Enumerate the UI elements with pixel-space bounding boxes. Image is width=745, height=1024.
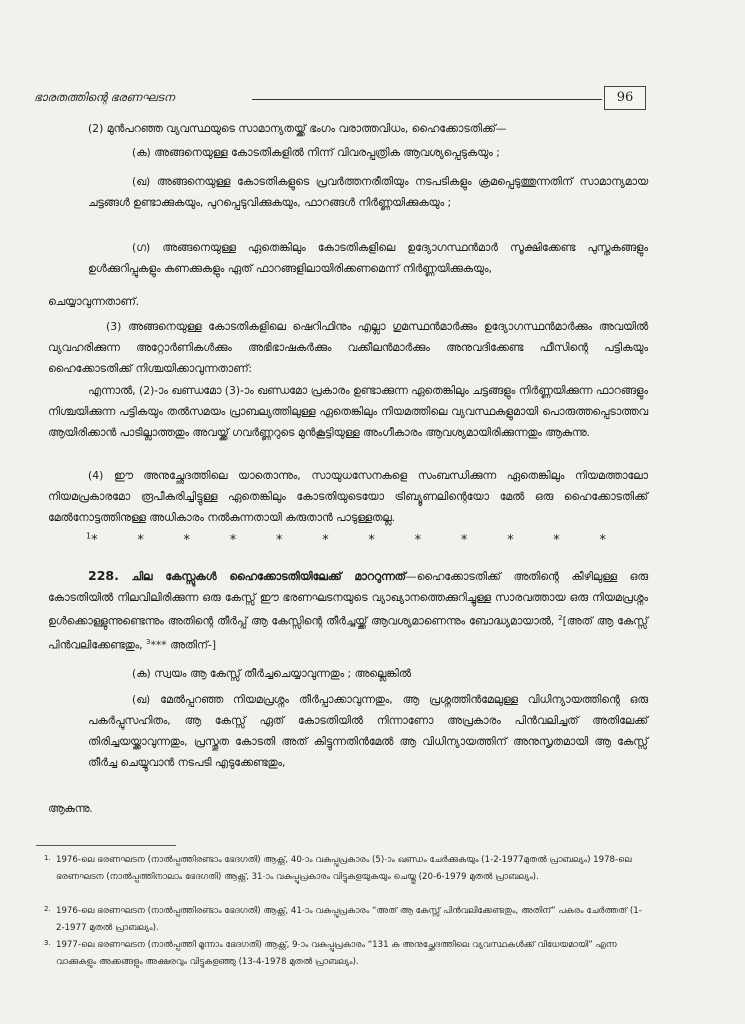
clause-2-kh: (ഖ) അങ്ങനെയുള്ള കോടതികളുടെ പ്രവർത്തനരീതിയും നടപടികളും ക്രമപ്പെടുത്തുന്നതിന് സാമാന്യമായ ചട്ടങ്ങൾ ഉണ്ടാക്കുകയും, പുറപ്പെടുവിക്കുകയും, ഫാറങ്ങൾ നിർണ്ണയിക്കുകയും ; bbox=[88, 175, 648, 209]
footnote-text: 1976-ലെ ഭരണഘടന (നാൽപ്പത്തിരണ്ടാം ഭേദഗതി) ആക്റ്റ്, 40-ാം വകുപ്പുപ്രകാരം (5)-ാം ഖണ്ഡം ചേർക്കുകയും (1-2-1977മുതൽ പ്രാബല്യം) 1978-ലെ ഭരണഘടന (നാൽപ്പത്തിനാലാം ഭേദഗതി) ആക്റ്റ്, 31-ാം വകുപ്പുപ്രകാരം വിട്ടുകളയുകയും ചെയ്തു (20-6-1979 മുതൽ പ്രാബല്യം). bbox=[56, 855, 632, 882]
running-title: ഭാരതത്തിന്റെ ഭരണഘടന bbox=[34, 90, 175, 104]
footnote-marker: 2. bbox=[44, 905, 51, 913]
clause-3: (3) അങ്ങനെയുള്ള കോടതികളിലെ ഷെറിഫിനും എല്ലാ ഗുമസ്ഥൻമാർക്കും ഉദ്യോഗസ്ഥൻമാർക്കും അവയിൽ വ്യവഹരിക്കുന്ന അറ്റോർണികൾക്കും അഭിഭാഷകർക്കും വക്കീലൻമാർക്കും അനുവദിക്കേണ്ട ഫീസിന്റെ പട്ടികയും ഹൈക്കോടതിക്ക് നിശ്ചയിക്കാവുന്നതാണ്: bbox=[48, 320, 648, 375]
footnote-3-marker: 3 bbox=[145, 637, 151, 646]
footnote-2 bbox=[44, 903, 646, 937]
star: * bbox=[368, 533, 375, 548]
star: * bbox=[229, 533, 237, 548]
star: $^1$* bbox=[86, 531, 98, 548]
page-number: 96 bbox=[604, 86, 646, 110]
footnote-text: 1977-ലെ ഭരണഘടന (നാൽപ്പത്തി മൂന്നാം ഭേദഗതി) ആക്റ്റ്, 9-ാം വകുപ്പുപ്രകാരം “131 ക അനുച്ഛേദത്തിലെ വ്യവസ്ഥകൾക്ക് വിധേയമായി” എന്ന വാക്കുകളും അക്കങ്ങളും അക്ഷരവും വിട്ടുകളഞ്ഞു (13-4-1978 മുതൽ പ്രാബല്യം). bbox=[56, 940, 617, 967]
amended-text-end: അതിന്-] bbox=[170, 638, 217, 652]
clause-2-close: ചെയ്യാവുന്നതാണ്. bbox=[48, 295, 140, 308]
footnote-3 bbox=[44, 937, 646, 971]
star: * bbox=[322, 533, 329, 548]
section-228-k: (ക) സ്വയം ആ കേസ്സ് തീർച്ചചെയ്യാവുന്നതും ; അല്ലെങ്കിൽ bbox=[132, 667, 411, 680]
star: * bbox=[553, 533, 560, 548]
header-rule bbox=[252, 99, 602, 100]
footnote-rule bbox=[36, 845, 176, 846]
section-body: —ഹൈക്കോടതിക്ക് അതിന്റെ കീഴിലുള്ള ഒരു കോടതിയിൽ നിലവിലിരിക്കുന്ന ഒരു കേസ്സ് ഈ ഭരണഘടനയുടെ വ്യാഖ്യാനത്തെക്കുറിച്ചുള്ള സാരവത്തായ ഒരു നിയമപ്രശ്നം ഉൾക്കൊള്ളുന്നുണ്ടെന്നും അതിന്റെ തീർപ്പ് ആ കേസ്സിന്റെ തീർച്ചയ്ക്ക് ആവശ്യമാണെന്നും ബോദ്ധ്യമായാൽ, bbox=[48, 570, 648, 628]
section-number: 228. bbox=[88, 568, 119, 583]
clause-3-proviso: എന്നാൽ, (2)-ാം ഖണ്ഡമോ (3)-ാം ഖണ്ഡമോ പ്രകാരം ഉണ്ടാക്കുന്ന ഏതെങ്കിലും ചട്ടങ്ങളും നിർണ്ണയിക്കുന്ന ഫാറങ്ങളും നിശ്ചയിക്കുന്ന പട്ടികയും തൽസമയം പ്രാബല്യത്തിലുള്ള ഏതെങ്കിലും നിയമത്തിലെ വ്യവസ്ഥകളുമായി പൊരുത്തപ്പെടാത്തവ ആയിരിക്കാൻ പാടില്ലാത്തതും അവയ്ക്ക് ഗവർണ്ണറുടെ മുൻകൂട്ടിയുള്ള അംഗീകാരം ആവശ്യമായിരിക്കുന്നതും ആകുന്നു. bbox=[48, 384, 648, 439]
clause-2-intro: (2) മുൻപറഞ്ഞ വ്യവസ്ഥയുടെ സാമാന്യതയ്ക്ക് ഭംഗം വരാത്തവിധം, ഹൈക്കോടതിക്ക്— bbox=[88, 122, 507, 135]
page-header bbox=[34, 86, 646, 112]
clause-2-g: (ഗ) അങ്ങനെയുള്ള ഏതെങ്കിലും കോടതികളിലെ ഉദ്യോഗസ്ഥൻമാർ സൂക്ഷിക്കേണ്ട പുസ്തകങ്ങളും ഉൾക്കുറിപ്പുകളും കണക്കുകളും ഏത് ഫാറങ്ങളിലായിരിക്കണമെന്ന് നിർണ്ണയിക്കുകയും, bbox=[88, 241, 648, 275]
star: * bbox=[599, 533, 606, 548]
star: * bbox=[460, 533, 468, 548]
star: * bbox=[275, 533, 283, 548]
footnote-2-marker: 2 bbox=[558, 614, 563, 622]
section-heading: ചില കേസ്സുകൾ ഹൈക്കോടതിയിലേക്ക് മാററുന്നത് bbox=[131, 570, 406, 583]
section-228 bbox=[48, 565, 648, 655]
footnote-text: 1976-ലെ ഭരണഘടന (നാൽപ്പത്തിരണ്ടാം ഭേദഗതി) ആക്റ്റ്, 41-ാം വകുപ്പുപ്രകാരം “അത് ആ കേസ്സ് പിൻവലിക്കേണ്ടതും, അതിന്” പകരം ചേർത്തത് (1-2-1977 മുതൽ പ്രാബല്യം). bbox=[56, 906, 642, 933]
section-228-kh: (ഖ) മേൽപ്പറഞ്ഞ നിയമപ്രശ്നം തീർപ്പാക്കാവുന്നതും, ആ പ്രശ്നത്തിൻമേലുള്ള വിധിന്യായത്തിന്റെ ഒരു പകർപ്പുസഹിതം, ആ കേസ്സ് ഏത് കോടതിയിൽ നിന്നാണോ അപ്രകാരം പിൻവലിച്ചത് അതിലേക്ക് തിരിച്ചയയ്ക്കാവുന്നതും, പ്രസ്തുത കോടതി അത് കിട്ടുന്നതിൻമേൽ ആ വിധിന്യായത്തിന് അനുസൃതമായി ആ കേസ്സ് തീർച്ച ചെയ്യുവാൻ നടപടി എടുക്കേണ്ടതും, bbox=[88, 693, 648, 769]
omission-stars bbox=[86, 532, 606, 550]
clause-2-k: (ക) അങ്ങനെയുള്ള കോടതികളിൽ നിന്ന് വിവരപ്പത്രിക ആവശ്യപ്പെടുകയും ; bbox=[132, 146, 500, 159]
star: * bbox=[137, 533, 144, 548]
footnote-1 bbox=[44, 852, 646, 886]
omitted-marker: *** bbox=[150, 638, 167, 652]
star: * bbox=[507, 533, 514, 548]
star: * bbox=[414, 533, 422, 548]
section-228-close: ആകുന്നു. bbox=[48, 802, 93, 815]
clause-4: (4) ഈ അനുച്ഛേദത്തിലെ യാതൊന്നും, സായുധസേനകളെ സംബന്ധിക്കുന്ന ഏതെങ്കിലും നിയമത്താലോ നിയമപ്രകാരമോ രൂപീകരിച്ചിട്ടുള്ള ഏതെങ്കിലും കോടതിയുടെയോ ട്രിബ്യൂണലിന്റെയോ മേൽ ഒരു ഹൈക്കോടതിക്ക് മേൽനോട്ടത്തിനുള്ള അധികാരം നൽകുന്നതായി കരുതാൻ പാടുള്ളതല്ല. bbox=[48, 469, 648, 524]
star: * bbox=[183, 533, 191, 548]
footnote-marker: 1. bbox=[44, 854, 51, 862]
amended-text: [അത് ആ കേസ്സ് പിൻവലിക്കേണ്ടതും, bbox=[48, 614, 648, 652]
footnote-marker: 3. bbox=[44, 939, 51, 947]
